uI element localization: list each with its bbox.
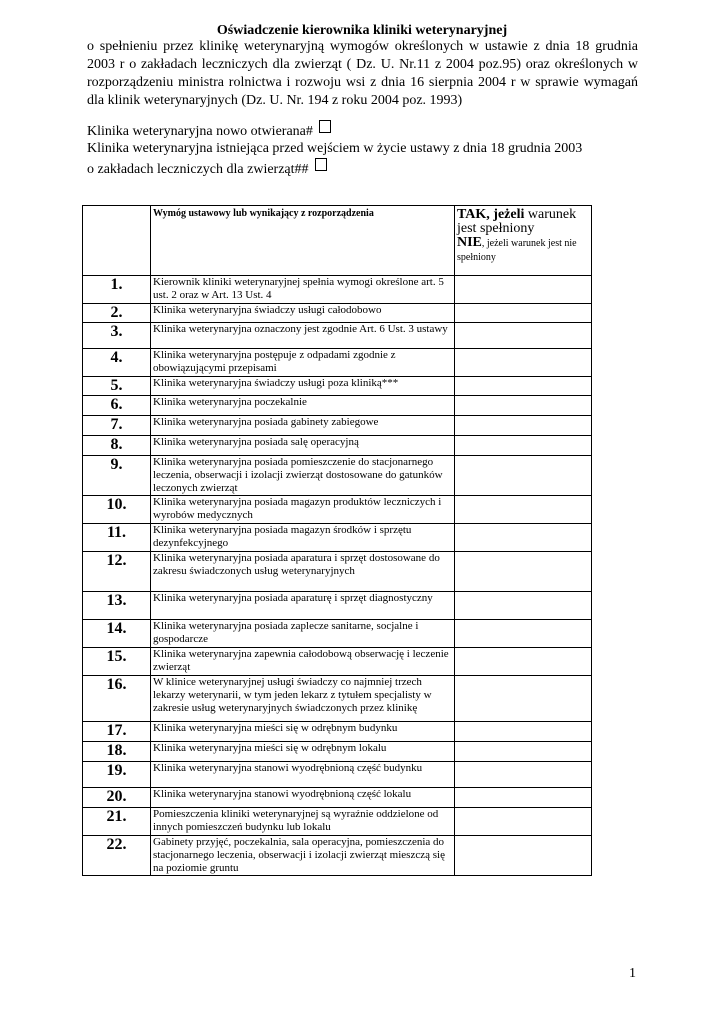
row-number: 3. xyxy=(83,323,151,349)
table-row xyxy=(83,276,592,304)
row-number: 5. xyxy=(83,377,151,396)
row-answer-cell[interactable] xyxy=(455,436,592,456)
table-row xyxy=(83,416,592,436)
row-requirement: Klinika weterynaryjna posiada zaplecze sanitarne, socjalne i gospodarcze xyxy=(151,620,455,648)
row-requirement: Klinika weterynaryjna postępuje z odpadami zgodnie z obowiązującymi przepisami xyxy=(151,349,455,377)
row-answer-cell[interactable] xyxy=(455,676,592,722)
table-row xyxy=(83,742,592,762)
row-requirement: Klinika weterynaryjna posiada salę operacyjną xyxy=(151,436,455,456)
header-nie-bold: NIE xyxy=(457,235,482,250)
row-requirement: Klinika weterynaryjna posiada aparaturę i sprzęt diagnostyczny xyxy=(151,592,455,620)
row-requirement: Klinika weterynaryjna posiada aparatura i sprzęt dostosowane do zakresu świadczonych usług weterynaryjnych xyxy=(151,552,455,592)
row-requirement: Klinika weterynaryjna posiada magazyn środków i sprzętu dezynfekcyjnego xyxy=(151,524,455,552)
table-row xyxy=(83,592,592,620)
row-requirement: W klinice weterynaryjnej usługi świadczy co najmniej trzech lekarzy weterynarii, w tym jeden lekarz z tytułem specjalisty w zakresie usług weterynaryjnych świadczonych przez klinikę xyxy=(151,676,455,722)
table-row xyxy=(83,552,592,592)
row-answer-cell[interactable] xyxy=(455,762,592,788)
row-answer-cell[interactable] xyxy=(455,648,592,676)
table-row xyxy=(83,676,592,722)
row-requirement: Klinika weterynaryjna stanowi wyodrębnioną część budynku xyxy=(151,762,455,788)
table-row xyxy=(83,436,592,456)
row-answer-cell[interactable] xyxy=(455,788,592,808)
option-existing-label-line2: o zakładach leczniczych dla zwierząt## xyxy=(87,162,309,177)
checkbox-existing-clinic[interactable] xyxy=(315,158,327,171)
row-answer-cell[interactable] xyxy=(455,304,592,323)
header-nie-rest: , jeżeli warunek jest nie spełniony xyxy=(457,238,577,263)
row-answer-cell[interactable] xyxy=(455,552,592,592)
table-row xyxy=(83,762,592,788)
table-row xyxy=(83,788,592,808)
row-number: 4. xyxy=(83,349,151,377)
row-answer-cell[interactable] xyxy=(455,396,592,416)
row-requirement: Gabinety przyjęć, poczekalnia, sala operacyjna, pomieszczenia do stacjonarnego leczenia, obserwacji i izolacji zwierząt mieszczą się na poziomie gruntu xyxy=(151,836,455,876)
row-answer-cell[interactable] xyxy=(455,377,592,396)
row-answer-cell[interactable] xyxy=(455,416,592,436)
row-requirement: Klinika weterynaryjna mieści się w odrębnym lokalu xyxy=(151,742,455,762)
row-number: 7. xyxy=(83,416,151,436)
row-number: 12. xyxy=(83,552,151,592)
row-requirement: Kierownik kliniki weterynaryjnej spełnia wymogi określone art. 5 ust. 2 oraz w Art. 13 Ust. 4 xyxy=(151,276,455,304)
row-answer-cell[interactable] xyxy=(455,592,592,620)
page-number: 1 xyxy=(629,966,636,981)
row-number: 6. xyxy=(83,396,151,416)
header-answer xyxy=(455,206,592,276)
row-requirement: Klinika weterynaryjna mieści się w odrębnym budynku xyxy=(151,722,455,742)
row-requirement: Klinika weterynaryjna oznaczony jest zgodnie Art. 6 Ust. 3 ustawy xyxy=(151,323,455,349)
table-row xyxy=(83,349,592,377)
document-title: Oświadczenie kierownika kliniki weterynaryjnej xyxy=(216,23,508,38)
table-row xyxy=(83,496,592,524)
row-number: 20. xyxy=(83,788,151,808)
row-answer-cell[interactable] xyxy=(455,349,592,377)
option-existing-clinic xyxy=(87,140,647,179)
table-row xyxy=(83,808,592,836)
option-existing-label-line1: Klinika weterynaryjna istniejąca przed wejściem w życie ustawy z dnia 18 grudnia 2003 xyxy=(87,141,583,156)
option-new-label: Klinika weterynaryjna nowo otwierana# xyxy=(87,124,313,139)
table-row xyxy=(83,456,592,496)
row-number: 21. xyxy=(83,808,151,836)
table-row xyxy=(83,722,592,742)
row-number: 8. xyxy=(83,436,151,456)
row-answer-cell[interactable] xyxy=(455,722,592,742)
row-number: 2. xyxy=(83,304,151,323)
table-row xyxy=(83,377,592,396)
row-answer-cell[interactable] xyxy=(455,808,592,836)
row-number: 22. xyxy=(83,836,151,876)
option-new-clinic xyxy=(87,120,331,141)
table-header-row xyxy=(83,206,592,276)
table-row xyxy=(83,524,592,552)
row-number: 9. xyxy=(83,456,151,496)
row-number: 10. xyxy=(83,496,151,524)
table-row xyxy=(83,836,592,876)
row-number: 1. xyxy=(83,276,151,304)
row-number: 11. xyxy=(83,524,151,552)
row-number: 19. xyxy=(83,762,151,788)
table-row xyxy=(83,323,592,349)
header-tak-bold: TAK, jeżeli xyxy=(457,207,525,222)
row-answer-cell[interactable] xyxy=(455,276,592,304)
row-answer-cell[interactable] xyxy=(455,456,592,496)
row-number: 15. xyxy=(83,648,151,676)
header-number-cell xyxy=(83,206,151,276)
row-requirement: Klinika weterynaryjna zapewnia całodobową obserwację i leczenie zwierząt xyxy=(151,648,455,676)
row-number: 17. xyxy=(83,722,151,742)
row-requirement: Klinika weterynaryjna świadczy usługi poza kliniką*** xyxy=(151,377,455,396)
table-row xyxy=(83,620,592,648)
row-number: 13. xyxy=(83,592,151,620)
row-answer-cell[interactable] xyxy=(455,323,592,349)
row-requirement: Klinika weterynaryjna posiada gabinety zabiegowe xyxy=(151,416,455,436)
checkbox-new-clinic[interactable] xyxy=(319,120,331,133)
row-requirement: Klinika weterynaryjna poczekalnie xyxy=(151,396,455,416)
table-row xyxy=(83,648,592,676)
row-number: 14. xyxy=(83,620,151,648)
row-answer-cell[interactable] xyxy=(455,524,592,552)
row-answer-cell[interactable] xyxy=(455,620,592,648)
table-row xyxy=(83,304,592,323)
row-number: 18. xyxy=(83,742,151,762)
row-requirement: Klinika weterynaryjna posiada magazyn produktów leczniczych i wyrobów medycznych xyxy=(151,496,455,524)
document-intro: o spełnieniu przez klinikę weterynaryjną wymogów określonych w ustawie z dnia 18 grudnia 2003 r o zakładach leczniczych dla zwierząt ( Dz. U. Nr.11 z 2004 poz.95) oraz określonych w rozporządzeniu ministra rolnictwa i rozwoju wsi z dnia 16 sierpnia 2004 r w sprawie wymagań dla klinik weterynaryjnych (Dz. U. Nr. 194 z roku 2004 poz. 1993) xyxy=(87,39,638,108)
row-answer-cell[interactable] xyxy=(455,742,592,762)
row-number: 16. xyxy=(83,676,151,722)
header-requirement: Wymóg ustawowy lub wynikający z rozporządzenia xyxy=(151,206,455,276)
table-row xyxy=(83,396,592,416)
row-requirement: Klinika weterynaryjna świadczy usługi całodobowo xyxy=(151,304,455,323)
row-requirement: Klinika weterynaryjna stanowi wyodrębnioną część lokalu xyxy=(151,788,455,808)
row-answer-cell[interactable] xyxy=(455,836,592,876)
row-requirement: Klinika weterynaryjna posiada pomieszczenie do stacjonarnego leczenia, obserwacji i izolacji zwierząt dostosowane do gatunków leczonych zwierząt xyxy=(151,456,455,496)
row-answer-cell[interactable] xyxy=(455,496,592,524)
requirements-table xyxy=(82,205,592,876)
header-tak-rest: warunek jest spełniony xyxy=(457,207,577,236)
row-requirement: Pomieszczenia kliniki weterynaryjnej są wyraźnie oddzielone od innych pomieszczeń budynku lub lokalu xyxy=(151,808,455,836)
